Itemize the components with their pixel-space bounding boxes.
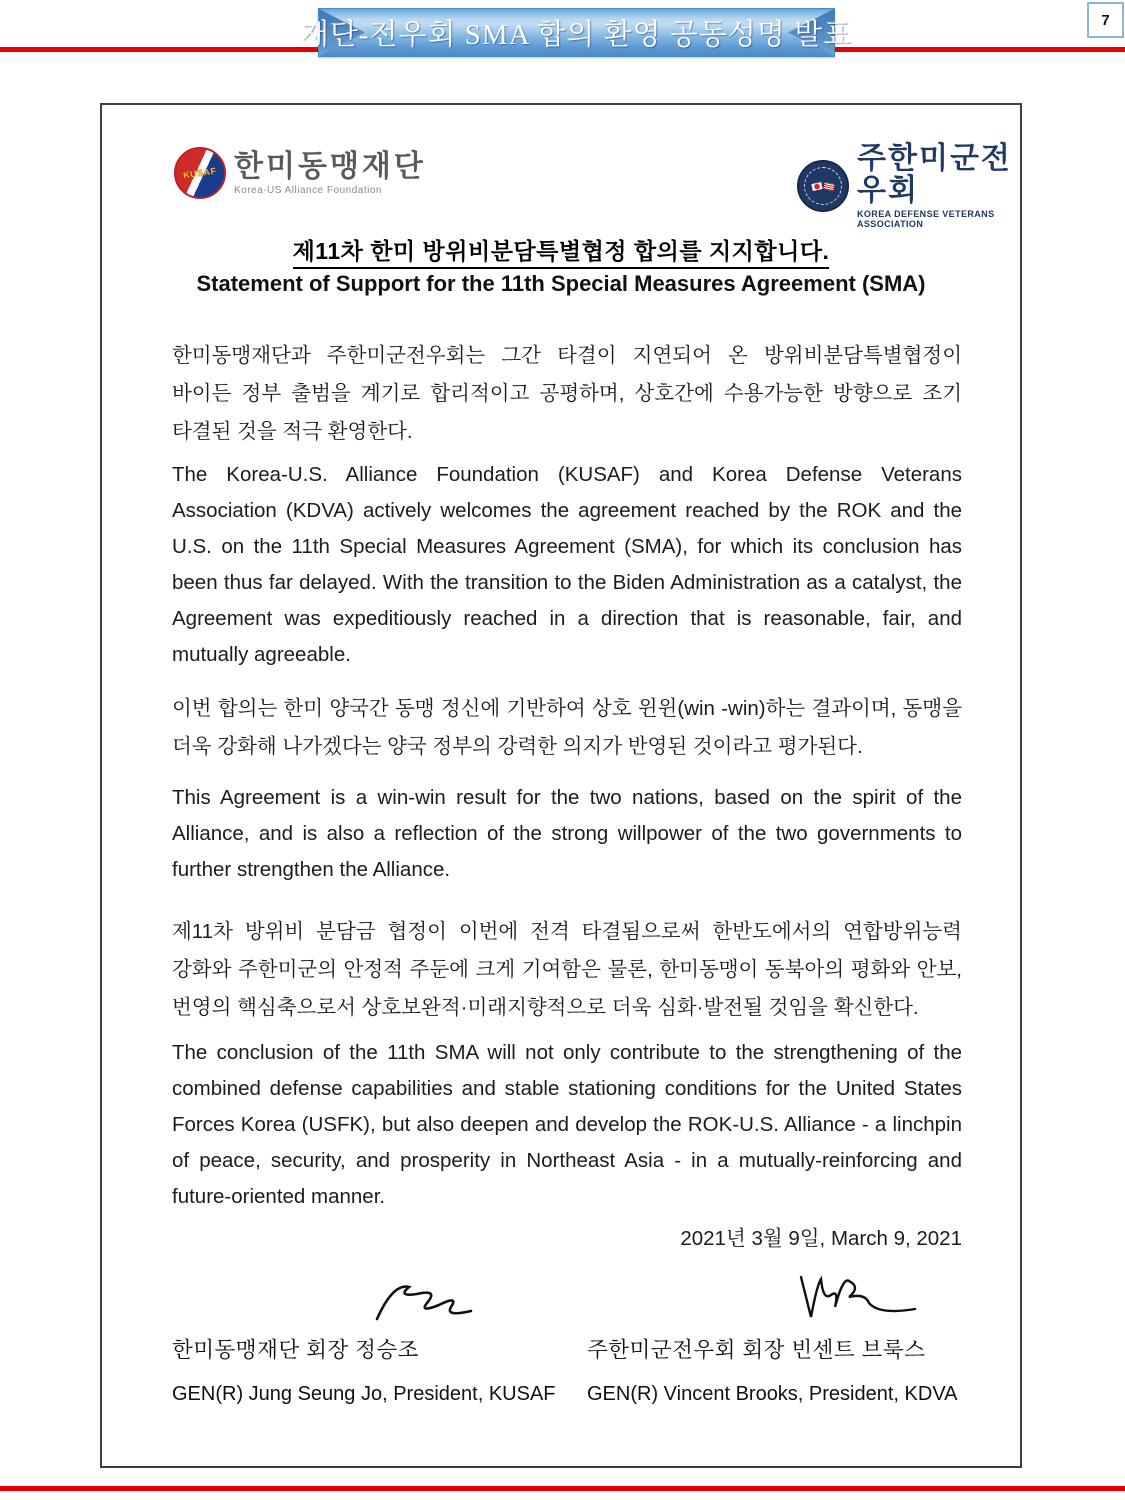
kusaf-emblem-icon (174, 147, 226, 199)
page-number: 7 (1101, 11, 1110, 29)
signature-jung-seung-jo (367, 1277, 497, 1329)
statement-document-frame (100, 103, 1022, 1468)
left-signatory-name-korean: 한미동맹재단 회장 정승조 (172, 1338, 419, 1362)
statement-title-korean (102, 233, 1020, 266)
kdva-emblem-icon (797, 160, 849, 212)
signature-vincent-brooks (787, 1267, 922, 1329)
paragraph-korean-1: 한미동맹재단과 주한미군전우회는 그간 타결이 지연되어 온 방위비분담특별협정이 바이든 정부 출범을 계기로 합리적이고 공평하며, 상호간에 수용가능한 방향으로 조기 타결된 것을 적극 환영한다. (172, 344, 962, 443)
kusaf-logo (174, 147, 426, 199)
statement-date: 2021년 3월 9일, March 9, 2021 (680, 1227, 962, 1250)
kdva-subname: KOREA DEFENSE VETERANS ASSOCIATION (857, 209, 995, 229)
kusaf-logo-text (234, 151, 426, 196)
banner-title: 재단-전우회 SMA 합의 환영 공동성명 발표 (300, 19, 853, 51)
page-number-badge (1087, 2, 1124, 38)
paragraph-english-2: This Agreement is a win-win result for the two nations, based on the spirit of the Alliance, and is also a reflection of the strong willpower of the two governments to further strengthen the Alliance. (172, 786, 962, 881)
kusaf-name: 한미동맹재단 (234, 149, 426, 183)
right-signatory-name-english: GEN(R) Vincent Brooks, President, KDVA (587, 1383, 958, 1405)
us-flag-icon (823, 182, 834, 191)
kdva-logo (797, 143, 1020, 229)
left-signatory-name-english: GEN(R) Jung Seung Jo, President, KUSAF (172, 1383, 556, 1405)
statement-title-english: Statement of Support for the 11th Special Measures Agreement (SMA) (196, 271, 926, 296)
paragraph-english-3: The conclusion of the 11th SMA will not only contribute to the strengthening of the combined defense capabilities and stable stationing conditions for the United States Forces Korea (USFK), but also deepen and develop the ROK-U.S. Alliance - a linchpin of peace, security, and prosperity in Northeast Asia - in a mutually-reinforcing and future-oriented manner. (172, 1041, 962, 1208)
right-signatory-name-korean: 주한미군전우회 회장 빈센트 브룩스 (587, 1338, 926, 1362)
kusaf-emblem-text: KUSAF (182, 165, 218, 181)
kdva-name: 주한미군전우회 (857, 142, 1012, 207)
paragraph-korean-3: 제11차 방위비 분담금 협정이 이번에 전격 타결됨으로써 한반도에서의 연합방위능력 강화와 주한미군의 안정적 주둔에 크게 기여함은 물론, 한미동맹이 동북아의 평화와 안보, 번영의 핵심축으로서 상호보완적·미래지향적으로 더욱 심화·발전될 것임을 확신한다. (172, 920, 962, 1019)
bottom-red-divider (0, 1486, 1125, 1491)
kusaf-subname: Korea-US Alliance Foundation (234, 184, 382, 196)
paragraph-korean-2: 이번 합의는 한미 양국간 동맹 정신에 기반하여 상호 윈윈(win -win)하는 결과이며, 동맹을 더욱 강화해 나가겠다는 양국 정부의 강력한 의지가 반영된 것이라고 평가된다. (172, 697, 962, 758)
statement-title-korean-text: 제11차 한미 방위비분담특별협정 합의를 지지합니다. (293, 238, 830, 269)
statement-body (172, 337, 962, 1251)
korea-flag-icon (811, 182, 822, 191)
paragraph-english-1: The Korea-U.S. Alliance Foundation (KUSAF) and Korea Defense Veterans Association (KDVA) actively welcomes the agreement reached by the ROK and the U.S. on the 11th Special Measures Agreement (SMA), for which its conclusion has been thus far delayed. With the transition to the Biden Administration as a catalyst, the Agreement was expeditiously reached in a direction that is reasonable, fair, and mutually agreeable. (172, 463, 962, 666)
kdva-logo-text (857, 143, 1020, 229)
page-header-banner (300, 8, 853, 57)
